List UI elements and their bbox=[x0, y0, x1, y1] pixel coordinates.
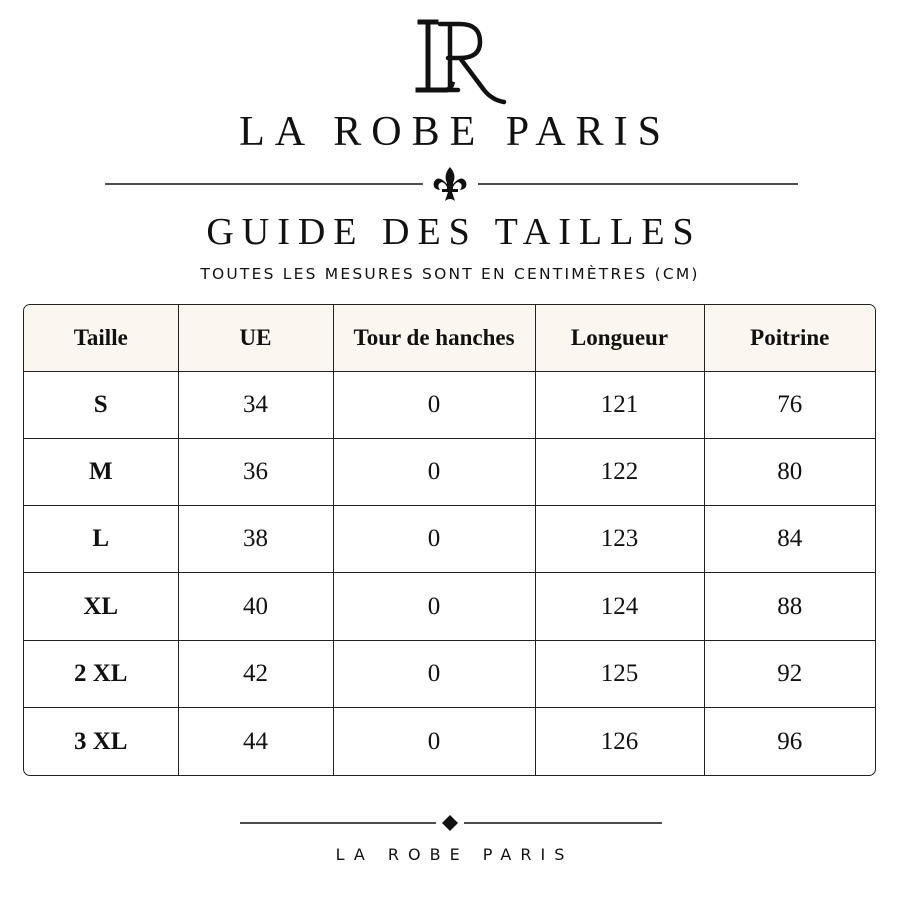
table-row bbox=[24, 573, 875, 640]
ue-cell: 36 bbox=[178, 438, 333, 505]
chest-cell: 92 bbox=[704, 640, 875, 707]
table-row bbox=[24, 371, 875, 438]
size-cell: L bbox=[24, 506, 178, 573]
brand-name: LA ROBE PARIS bbox=[239, 109, 671, 155]
measurement-unit-note: TOUTES LES MESURES SONT EN CENTIMÈTRES (CM) bbox=[200, 265, 700, 283]
size-chart-table bbox=[23, 304, 876, 776]
column-header-poitrine: Poitrine bbox=[704, 305, 875, 371]
table-row bbox=[24, 438, 875, 505]
hips-cell: 0 bbox=[333, 640, 535, 707]
chest-cell: 88 bbox=[704, 573, 875, 640]
chest-cell: 80 bbox=[704, 438, 875, 505]
length-cell: 126 bbox=[535, 708, 704, 775]
size-cell: S bbox=[24, 371, 178, 438]
chest-cell: 96 bbox=[777, 727, 803, 755]
chest-cell: 76 bbox=[704, 371, 875, 438]
column-header-taille: Taille bbox=[24, 305, 178, 371]
diamond-icon bbox=[442, 815, 458, 831]
hips-cell: 0 bbox=[333, 371, 535, 438]
table-header-row bbox=[24, 305, 875, 371]
size-cell: M bbox=[24, 438, 178, 505]
footer-brand-name: LA ROBE PARIS bbox=[335, 845, 574, 864]
table-row bbox=[24, 708, 875, 775]
length-cell: 122 bbox=[535, 438, 704, 505]
hips-cell: 0 bbox=[333, 438, 535, 505]
ue-cell: 34 bbox=[178, 371, 333, 438]
brand-logo-monogram bbox=[400, 14, 510, 106]
top-divider bbox=[0, 164, 900, 204]
ue-cell: 42 bbox=[178, 640, 333, 707]
size-cell: 2 XL bbox=[24, 640, 178, 707]
table-row bbox=[24, 640, 875, 707]
column-header-tour-de-hanches: Tour de hanches bbox=[333, 305, 535, 371]
bottom-divider bbox=[0, 810, 900, 836]
column-header-longueur: Longueur bbox=[535, 305, 704, 371]
hips-cell: 0 bbox=[333, 506, 535, 573]
page-title: GUIDE DES TAILLES bbox=[206, 211, 702, 253]
fleur-de-lis-icon bbox=[434, 167, 467, 201]
length-cell: 123 bbox=[535, 506, 704, 573]
hips-cell: 0 bbox=[333, 708, 535, 775]
chest-cell: 84 bbox=[704, 506, 875, 573]
ue-cell: 44 bbox=[178, 708, 333, 775]
size-cell: XL bbox=[24, 573, 178, 640]
size-cell: 3 XL bbox=[24, 708, 178, 775]
length-cell: 124 bbox=[535, 573, 704, 640]
ue-cell: 38 bbox=[178, 506, 333, 573]
hips-cell: 0 bbox=[333, 573, 535, 640]
length-cell: 121 bbox=[535, 371, 704, 438]
ue-cell: 40 bbox=[178, 573, 333, 640]
length-cell: 125 bbox=[535, 640, 704, 707]
table-row bbox=[24, 506, 875, 573]
column-header-ue: UE bbox=[178, 305, 333, 371]
